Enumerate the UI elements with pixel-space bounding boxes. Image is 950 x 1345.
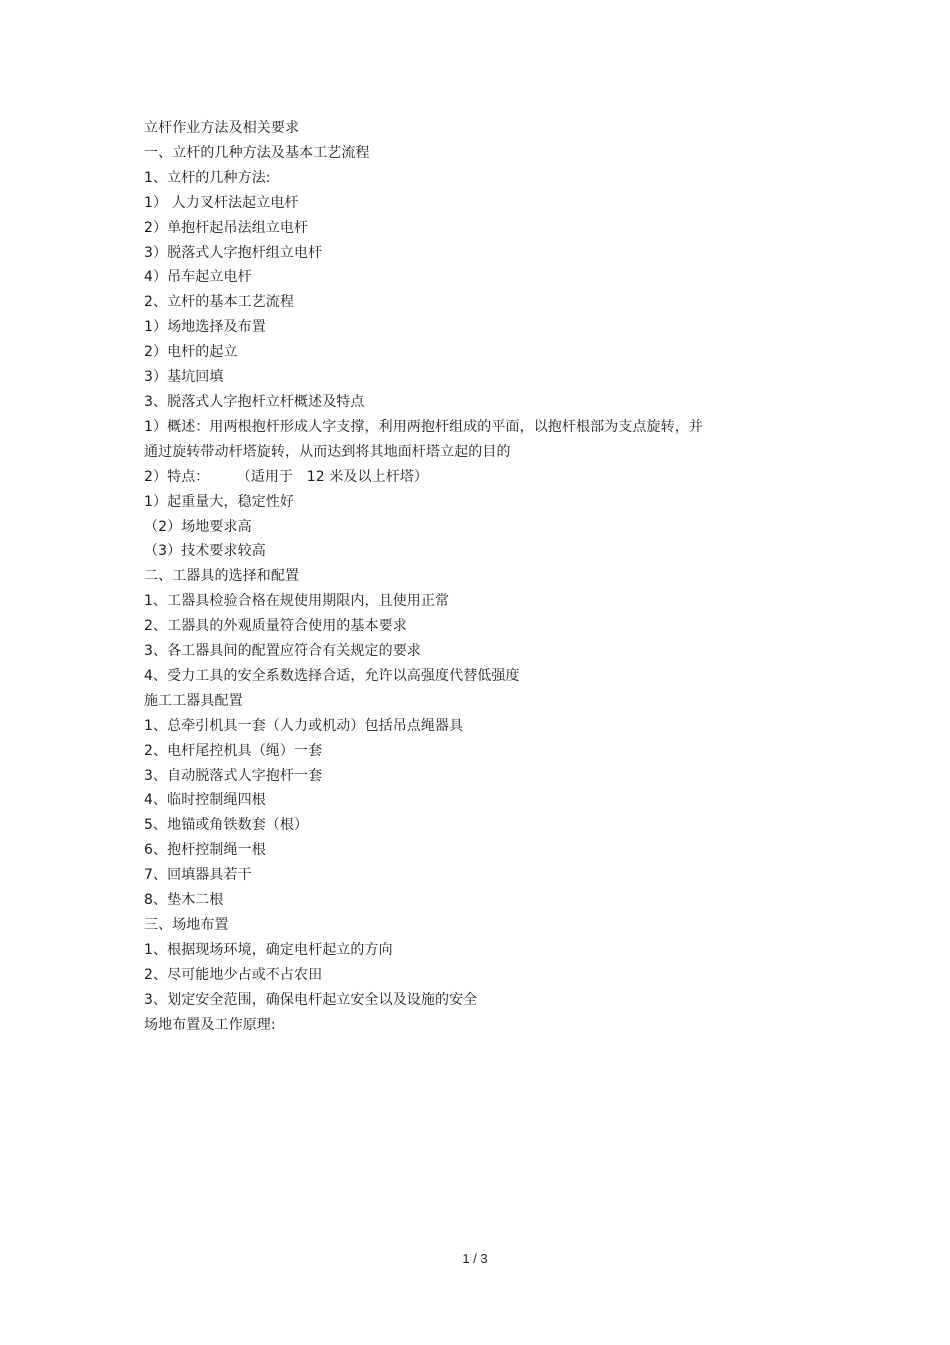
section-heading-1: 一、立杆的几种方法及基本工艺流程 bbox=[144, 144, 370, 161]
list-item: 2、电杆尾控机具（绳）一套 bbox=[144, 742, 323, 759]
list-item: 1、根据现场环境，确定电杆起立的方向 bbox=[144, 941, 393, 958]
list-item: 4、受力工具的安全系数选择合适，允许以高强度代替低强度 bbox=[144, 667, 520, 684]
subsection-heading: 2、立杆的基本工艺流程 bbox=[144, 294, 295, 311]
list-item: 6、抱杆控制绳一根 bbox=[144, 842, 266, 859]
paragraph-line: 通过旋转带动杆塔旋转，从而达到将其地面杆塔立起的目的 bbox=[144, 443, 511, 460]
list-item: 3、自动脱落式人字抱杆一套 bbox=[144, 767, 323, 784]
subsection-heading: 场地布置及工作原理: bbox=[144, 1016, 276, 1033]
subsection-heading: 1、立杆的几种方法: bbox=[144, 169, 271, 186]
list-item: 1、总牵引机具一套（人力或机动）包括吊点绳器具 bbox=[144, 717, 464, 734]
document-title: 立杆作业方法及相关要求 bbox=[144, 120, 300, 136]
list-item: 1、工器具检验合格在规使用期限内，且使用正常 bbox=[144, 593, 450, 610]
list-item: 8、垫木二根 bbox=[144, 892, 224, 909]
list-item: 3、各工器具间的配置应符合有关规定的要求 bbox=[144, 643, 421, 660]
list-item: 2、工器具的外观质量符合使用的基本要求 bbox=[144, 618, 407, 635]
list-item: 3）基坑回填 bbox=[144, 369, 224, 386]
paragraph-line: 1）概述：用两根抱杆形成人字支撑，利用两抱杆组成的平面，以抱杆根部为支点旋转，并 bbox=[144, 418, 703, 435]
subsection-heading: 3、脱落式人字抱杆立杆概述及特点 bbox=[144, 393, 365, 410]
list-item: 1）场地选择及布置 bbox=[144, 319, 266, 336]
list-item: 7、回填器具若干 bbox=[144, 867, 252, 884]
document-body bbox=[144, 116, 764, 1038]
section-heading-3: 三、场地布置 bbox=[144, 917, 229, 933]
list-item: 3、划定安全范围，确保电杆起立安全以及设施的安全 bbox=[144, 991, 478, 1008]
list-item: 2）单抱杆起吊法组立电杆 bbox=[144, 219, 309, 236]
section-heading-2: 二、工器具的选择和配置 bbox=[144, 568, 300, 585]
list-item: 5、地锚或角铁数套（根） bbox=[144, 817, 309, 834]
list-item: （3）技术要求较高 bbox=[144, 543, 266, 560]
page-number: 1 / 3 bbox=[462, 1251, 488, 1266]
list-item: 2）特点： （适用于 12 米及以上杆塔） bbox=[144, 468, 429, 485]
list-item: 4）吊车起立电杆 bbox=[144, 269, 252, 286]
list-item: （2）场地要求高 bbox=[144, 518, 252, 535]
list-item: 1） 人力叉杆法起立电杆 bbox=[144, 194, 299, 211]
list-item: 2、尽可能地少占或不占农田 bbox=[144, 966, 323, 983]
list-item: 3）脱落式人字抱杆组立电杆 bbox=[144, 244, 323, 261]
list-item: 4、临时控制绳四根 bbox=[144, 792, 266, 809]
subsection-heading: 施工工器具配置 bbox=[144, 692, 243, 709]
list-item: 1）起重量大，稳定性好 bbox=[144, 493, 295, 510]
list-item: 2）电杆的起立 bbox=[144, 344, 238, 361]
